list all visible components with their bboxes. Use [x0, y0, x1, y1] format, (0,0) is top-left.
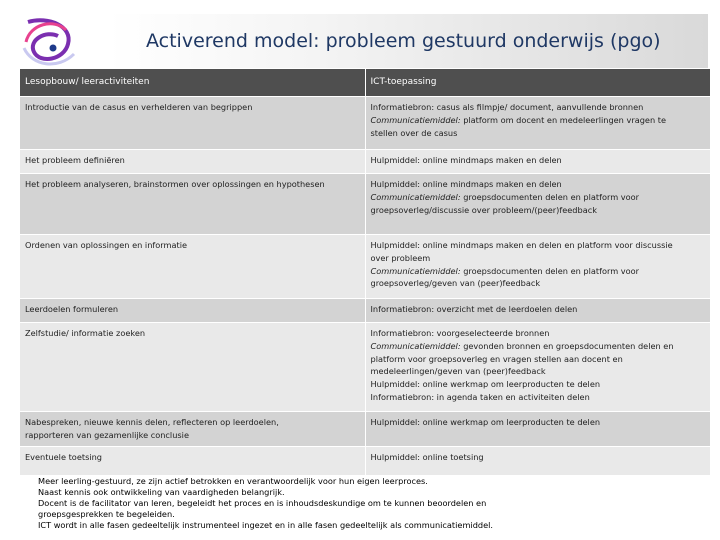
activity-text: Leerdoelen formuleren: [25, 304, 119, 314]
footer-line: Docent is de facilitator van leren, begeleidt het proces en is inhoudsdeskundige om te kunnen beoordelen en: [38, 498, 487, 508]
footer-line: Naast kennis ook ontwikkeling van vaardigheden belangrijk.: [38, 487, 285, 497]
ict-cell: [365, 412, 710, 447]
table-row: [20, 447, 710, 475]
table-body: [20, 97, 710, 475]
ict-text: groepsdocumenten delen en platform voor: [460, 191, 640, 202]
ict-line: [371, 353, 705, 366]
ict-label: Communicatiemiddel:: [370, 191, 461, 202]
ict-line: [371, 265, 705, 278]
activity-text: Introductie van de casus en verhelderen van begrippen: [25, 102, 253, 112]
ict-text: medeleerlingen/geven van (peer)feedback: [370, 366, 546, 377]
activity-text: Eventuele toetsing: [25, 452, 102, 462]
ict-logo-icon: [18, 14, 88, 74]
activity-cell: [20, 323, 365, 412]
ict-text: Hulpmiddel: online mindmaps maken en delen: [370, 155, 562, 165]
lesson-table: [20, 69, 711, 475]
ict-label: Communicatiemiddel:: [370, 340, 461, 351]
ict-text: Hulpmiddel: online werkmap om leerproducten te delen: [370, 417, 601, 427]
ict-line: [371, 101, 705, 114]
ict-cell: [365, 323, 710, 412]
ict-text: groepsoverleg/geven van (peer)feedback: [370, 278, 541, 289]
ict-text: Hulpmiddel: online mindmaps maken en delen en platform voor discussie: [370, 240, 673, 250]
ict-line: [371, 127, 705, 140]
table-header-row: [20, 69, 710, 97]
table-row: [20, 412, 710, 447]
ict-line: [371, 391, 705, 404]
column-header-activities: Lesopbouw/ leeractiviteiten: [20, 69, 365, 97]
ict-line: [371, 277, 705, 290]
ict-line: [371, 378, 705, 391]
ict-line: [371, 252, 705, 265]
ict-text: Hulpmiddel: online mindmaps maken en delen: [370, 179, 562, 189]
footer-line: ICT wordt in alle fasen gedeeltelijk instrumenteel ingezet en in alle fasen gedeeltelijk als communicatiemiddel.: [38, 520, 494, 530]
table-row: [20, 299, 710, 323]
ict-text: Informatiebron: voorgeselecteerde bronnen: [370, 328, 550, 338]
ict-text: gevonden bronnen en groepsdocumenten delen en: [460, 340, 674, 351]
activity-text: Het probleem definiëren: [25, 155, 125, 165]
footer-line: Meer leerling-gestuurd, ze zijn actief betrokken en verantwoordelijk voor hun eigen leerproces.: [38, 476, 428, 486]
activity-cell: [20, 235, 365, 299]
ict-line: [371, 365, 705, 378]
activity-text: Ordenen van oplossingen en informatie: [25, 240, 188, 250]
ict-text: groepsoverleg/discussie over probleem/(peer)feedback: [370, 204, 597, 215]
footer-line: groepsgesprekken te begeleiden.: [38, 509, 175, 519]
table-row: [20, 323, 710, 412]
ict-cell: [365, 299, 710, 323]
activity-text: Het probleem analyseren, brainstormen over oplossingen en hypothesen: [25, 179, 325, 189]
ict-line: [371, 114, 705, 127]
ict-line: [371, 340, 705, 353]
activity-text: rapporteren van gezamenlijke conclusie: [25, 429, 189, 440]
activity-text: Nabespreken, nieuwe kennis delen, reflecteren op leerdoelen,: [25, 417, 279, 427]
ict-text: stellen over de casus: [370, 127, 458, 138]
table-row: [20, 174, 710, 235]
ict-text: Informatiebron: in agenda taken en activiteiten delen: [370, 391, 590, 402]
ict-label: Communicatiemiddel:: [370, 114, 461, 125]
ict-line: [371, 204, 705, 217]
ict-text: Hulpmiddel: online toetsing: [370, 452, 484, 462]
ict-line: [371, 191, 705, 204]
ict-label: Communicatiemiddel:: [370, 265, 461, 276]
ict-line: [371, 239, 705, 252]
activity-text: Zelfstudie/ informatie zoeken: [25, 328, 146, 338]
table-row: [20, 97, 710, 150]
ict-cell: [365, 447, 710, 475]
ict-line: [371, 178, 705, 191]
ict-line: [371, 327, 705, 340]
activity-cell: [20, 299, 365, 323]
ict-cell: [365, 97, 710, 150]
ict-text: groepsdocumenten delen en platform voor: [460, 265, 640, 276]
ict-text: over probleem: [370, 252, 431, 263]
ict-text: Informatiebron: casus als filmpje/ document, aanvullende bronnen: [370, 102, 644, 112]
activity-cell: [20, 447, 365, 475]
column-header-ict: ICT-toepassing: [365, 69, 710, 97]
ict-cell: [365, 235, 710, 299]
ict-cell: [365, 150, 710, 174]
ict-line: [371, 303, 705, 316]
table-row: [20, 235, 710, 299]
ict-text: platform om docent en medeleerlingen vragen te: [460, 114, 666, 125]
ict-text: platform voor groepsoverleg en vragen stellen aan docent en: [370, 353, 623, 364]
ict-text: Informatiebron: overzicht met de leerdoelen delen: [370, 304, 578, 314]
activity-cell: [20, 97, 365, 150]
activity-cell: [20, 412, 365, 447]
activity-cell: [20, 150, 365, 174]
ict-line: [371, 416, 705, 429]
ict-text: Hulpmiddel: online werkmap om leerproducten te delen: [370, 379, 601, 390]
footer-notes: [38, 476, 708, 531]
ict-line: [371, 451, 705, 464]
page-title: Activerend model: probleem gestuurd onderwijs (pgo): [146, 30, 661, 52]
activity-cell: [20, 174, 365, 235]
table-row: [20, 150, 710, 174]
ict-line: [371, 154, 705, 167]
ict-cell: [365, 174, 710, 235]
